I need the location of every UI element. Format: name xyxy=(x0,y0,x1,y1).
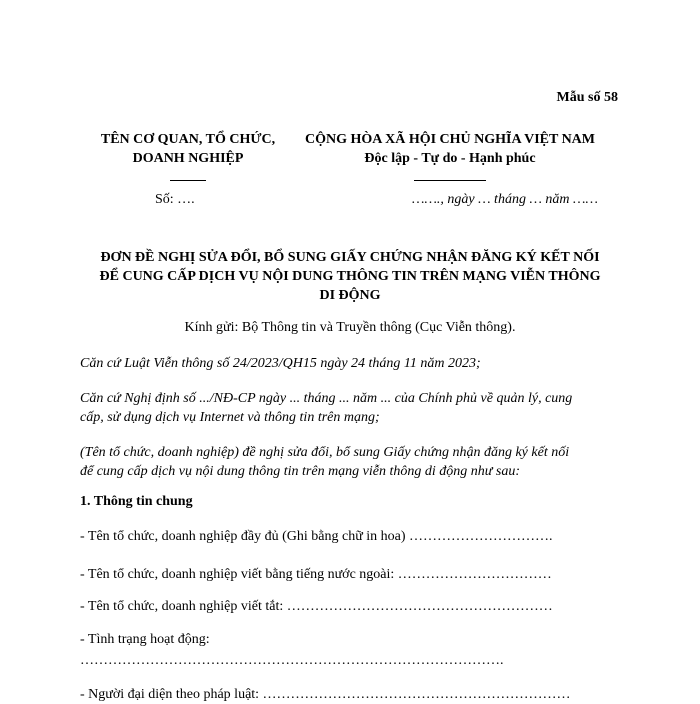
title-line3: DI ĐỘNG xyxy=(319,288,381,303)
organization-name-line1: TÊN CƠ QUAN, TỔ CHỨC, xyxy=(100,132,276,147)
organization-header xyxy=(78,130,298,187)
legal-basis-2-line2: cấp, sử dụng dịch vụ Internet và thông tin trên mạng; xyxy=(80,410,380,425)
field-operating-status-blank: ………………………………………………………………………………. xyxy=(80,653,504,668)
legal-basis-2-line1: Căn cứ Nghị định số .../NĐ-CP ngày ... tháng ... năm ... của Chính phủ về quản lý, cung xyxy=(80,391,573,406)
document-title xyxy=(78,248,622,305)
document-date: ……., ngày … tháng … năm …… xyxy=(412,192,598,207)
field-legal-representative: - Người đại diện theo pháp luật: ………………………………………………………… xyxy=(80,687,571,702)
section-general-info-heading: 1. Thông tin chung xyxy=(80,494,193,509)
title-line1: ĐƠN ĐỀ NGHỊ SỬA ĐỔI, BỔ SUNG GIẤY CHỨNG NHẬN ĐĂNG KÝ KẾT NỐI xyxy=(100,250,600,265)
request-statement-line2: để cung cấp dịch vụ nội dung thông tin trên mạng viễn thông di động như sau: xyxy=(80,464,521,479)
field-operating-status-label: - Tình trạng hoạt động: xyxy=(80,632,210,647)
national-motto: Độc lập - Tự do - Hạnh phúc xyxy=(364,151,536,166)
recipient-line: Kính gửi: Bộ Thông tin và Truyền thông (Cục Viễn thông). xyxy=(184,320,516,335)
legal-basis-1: Căn cứ Luật Viễn thông số 24/2023/QH15 ngày 24 tháng 11 năm 2023; xyxy=(80,356,481,371)
field-short-name: - Tên tổ chức, doanh nghiệp viết tắt: ………………………………………………… xyxy=(80,599,553,614)
legal-basis-2 xyxy=(80,389,620,427)
document-number: Số: …. xyxy=(155,192,195,207)
motto-underline xyxy=(414,180,486,181)
field-foreign-name: - Tên tổ chức, doanh nghiệp viết bằng tiếng nước ngoài: …………………………… xyxy=(80,567,552,582)
organization-underline xyxy=(170,180,206,181)
title-line2: ĐỂ CUNG CẤP DỊCH VỤ NỘI DUNG THÔNG TIN TRÊN MẠNG VIỄN THÔNG xyxy=(99,269,601,284)
form-number: Mẫu số 58 xyxy=(556,90,618,105)
field-full-name: - Tên tổ chức, doanh nghiệp đầy đủ (Ghi bằng chữ in hoa) …………………………. xyxy=(80,529,553,544)
request-statement-line1: (Tên tổ chức, doanh nghiệp) đề nghị sửa đổi, bổ sung Giấy chứng nhận đăng ký kết nối xyxy=(80,445,570,460)
national-title: CỘNG HÒA XÃ HỘI CHỦ NGHĨA VIỆT NAM xyxy=(304,132,595,147)
national-header xyxy=(280,130,620,187)
request-statement xyxy=(80,443,620,481)
organization-name-line2: DOANH NGHIỆP xyxy=(132,151,244,166)
